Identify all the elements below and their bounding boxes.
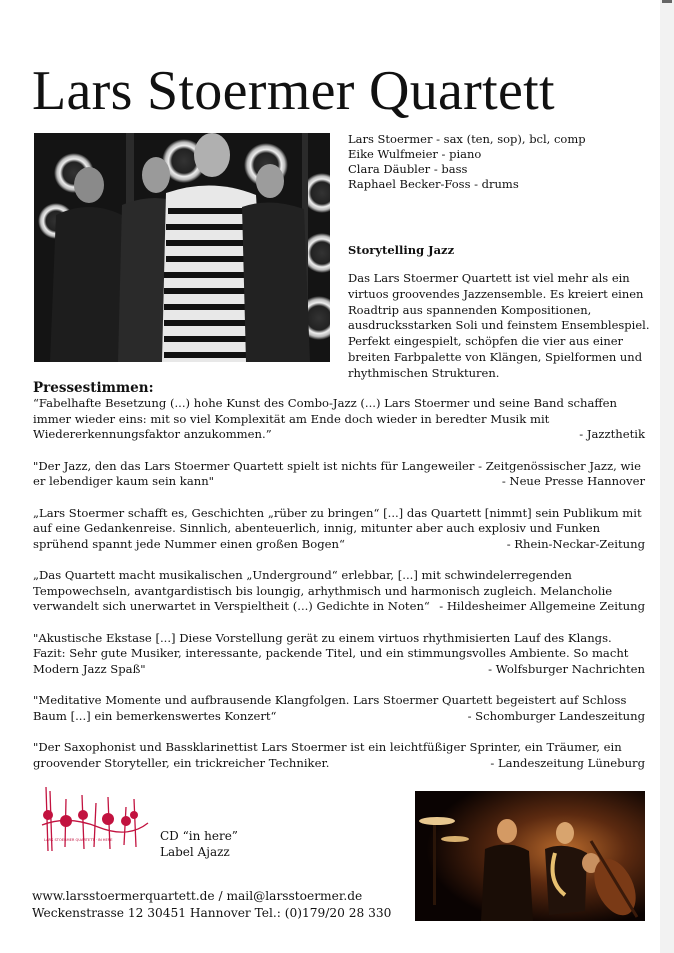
quote-text: “Fabelhafte Besetzung (...) hohe Kunst des Combo-Jazz (...) Lars Stoermer und seine Band schaffen immer wieder eins: mit so viel Komplexität am Ende doch wieder in beredter Musik mit Wiedererkennungsfaktor anzukommen.” xyxy=(33,396,617,441)
lineup-member: Eike Wulfmeier - piano xyxy=(348,147,482,161)
storytelling-heading: Storytelling Jazz xyxy=(348,243,455,257)
live-concert-photo xyxy=(415,791,645,921)
press-quote xyxy=(33,740,645,771)
press-heading: Pressestimmen: xyxy=(33,380,154,396)
cd-cover-image xyxy=(38,785,150,853)
quote-source: - Landeszeitung Lüneburg xyxy=(490,755,645,770)
lineup-member: Lars Stoermer - sax (ten, sop), bcl, comp xyxy=(348,132,586,146)
cd-info xyxy=(160,828,238,860)
quote-text: "Der Jazz, den das Lars Stoermer Quartett spielt ist nichts für Langeweiler - Zeitgenössischer Jazz, wie er lebendiger kaum sein kann" xyxy=(33,458,641,488)
press-quote xyxy=(33,568,645,615)
band-lineup xyxy=(348,132,586,192)
quote-text: "Meditative Momente und aufbrausende Klangfolgen. Lars Stoermer Quartett begeistert auf Schloss Baum [...] ein bemerkenswertes Konzert“ xyxy=(33,693,627,723)
cd-title: CD “in here” xyxy=(160,829,238,843)
band-photo xyxy=(34,133,330,362)
quote-source: - Hildesheimer Allgemeine Zeitung xyxy=(439,599,645,613)
quote-source: - Rhein-Neckar-Zeitung xyxy=(506,536,645,551)
contact-address-phone: Weckenstrasse 12 30451 Hannover Tel.: (0)179/20 28 330 xyxy=(32,906,392,920)
quote-source: - Jazzthetik xyxy=(579,427,645,441)
press-quote xyxy=(33,506,645,553)
page-edge xyxy=(660,0,674,953)
press-quote xyxy=(33,631,645,678)
press-section xyxy=(33,380,645,787)
press-quote xyxy=(33,459,645,490)
quote-source: - Neue Presse Hannover xyxy=(501,474,645,488)
cd-label: Label Ajazz xyxy=(160,845,230,859)
cd-cover-text: LARS STOERMER QUARTETT · IN HERE xyxy=(44,838,113,842)
contact-web-mail[interactable]: www.larsstoermerquartett.de / mail@larsstoermer.de xyxy=(32,889,363,903)
quote-source: - Wolfsburger Nachrichten xyxy=(488,661,645,676)
lineup-member: Raphael Becker-Foss - drums xyxy=(348,177,519,191)
press-quote xyxy=(33,396,645,443)
quote-text: „Lars Stoermer schafft es, Geschichten „rüber zu bringen“ [...] das Quartett [nimmt] sein Publikum mit auf eine Gedankenreise. Sinnlich, abenteuerlich, innig, mitunter aber auch explosiv und Funken sprühend spannt jede Nummer einen großen Bogen“ xyxy=(33,505,642,551)
quote-text: „Das Quartett macht musikalischen „Underground“ erlebbar, [...] mit schwindelerregenden Tempowechseln, avantgardistisch bis loungig, arhythmisch und harmonisch zugleich. Melancholie verwandelt sich unerwartet in Verspieltheit (...) Gedichte in Noten“ xyxy=(33,568,613,613)
quote-source: - Schomburger Landeszeitung xyxy=(467,708,645,723)
quote-text: "Der Saxophonist und Bassklarinettist Lars Stoermer ist ein leichtfüßiger Sprinter, ein Träumer, ein groovender Storyteller, ein trickreicher Techniker. xyxy=(33,740,622,770)
lineup-member: Clara Däubler - bass xyxy=(348,162,468,176)
quote-text: "Akustische Ekstase [...] Diese Vorstellung gerät zu einem virtuos rhythmisierten Lauf des Klangs. Fazit: Sehr gute Musiker, interessante, packende Titel, und ein stimmungsvolles Ambiente. So macht Modern Jazz Spaß" xyxy=(33,630,629,676)
page-title: Lars Stoermer Quartett xyxy=(32,60,555,122)
contact-info xyxy=(32,888,391,922)
scroll-indicator[interactable] xyxy=(662,0,672,3)
press-quote xyxy=(33,693,645,724)
storytelling-text: Das Lars Stoermer Quartett ist viel mehr als ein virtuos groovendes Jazzensemble. Es kreiert einen Roadtrip aus spannenden Kompositionen, ausdrucksstarken Soli und feinstem Ensemblespiel. Perfekt eingespielt, schöpfen die vier aus einer breiten Farbpalette von Klängen, Spielformen und rhythmischen Strukturen. xyxy=(348,271,650,380)
